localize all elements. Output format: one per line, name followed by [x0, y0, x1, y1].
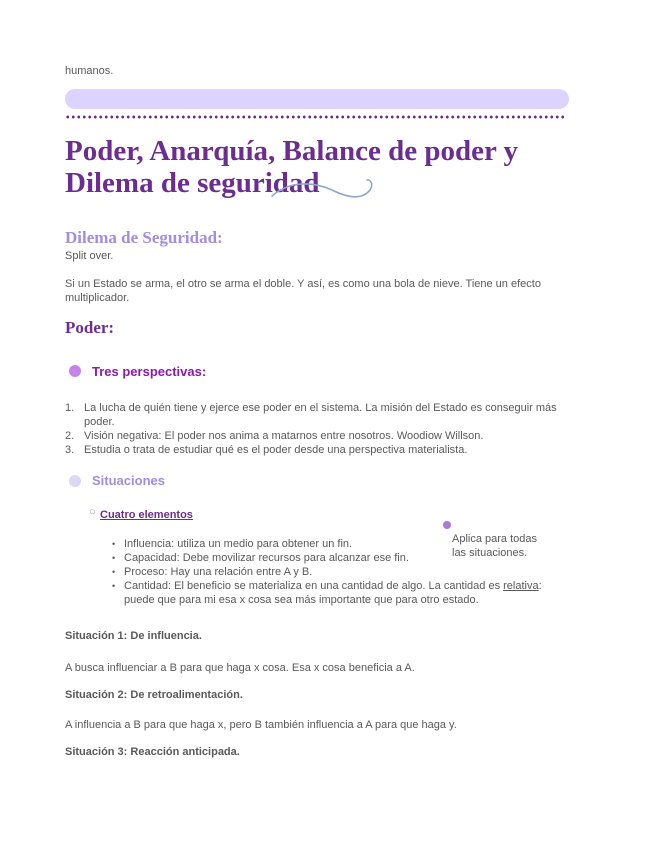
swirl-ornament-icon	[270, 174, 380, 206]
side-note: Aplica para todas las situaciones.	[452, 533, 537, 559]
poder-heading: Poder:	[65, 318, 115, 337]
situacion-2-title: Situación 2: De retroalimentación.	[65, 689, 243, 701]
cuatro-elementos-heading: Cuatro elementos	[100, 509, 193, 521]
situaciones-heading: Situaciones	[92, 473, 165, 488]
list-item: 1. La lucha de quién tiene y ejerce ese poder en el sistema. La misión del Estado es conseguir más poder.	[65, 402, 557, 428]
list-item: • Influencia: utiliza un medio para obtener un fin.	[112, 538, 353, 550]
dilema-paragraph: Si un Estado se arma, el otro se arma el doble. Y así, es como una bola de nieve. Tiene un efecto multiplicador.	[65, 278, 541, 304]
list-item: • Capacidad: Debe movilizar recursos para alcanzar ese fin.	[112, 552, 409, 564]
note-dot-icon	[443, 521, 451, 529]
list-item: 2. Visión negativa: El poder nos anima a matarnos entre nosotros. Woodiow Willson.	[65, 430, 484, 442]
decorative-banner	[65, 89, 569, 109]
list-item: 3. Estudia o trata de estudiar qué es el poder desde una perspectiva materialista.	[65, 444, 468, 456]
dilema-line: Split over.	[65, 250, 114, 262]
situaciones-bullet-icon	[69, 475, 81, 487]
list-item: • Cantidad: El beneficio se materializa en una cantidad de algo. La cantidad es relativa: puede que para mi esa x cosa sea más importante que para otro estado.	[112, 580, 542, 606]
relativa-link: relativa	[503, 580, 539, 592]
page-title: Poder, Anarquía, Balance de poder y Dilema de seguridad	[65, 135, 519, 199]
perspectivas-heading: Tres perspectivas:	[92, 364, 207, 379]
situacion-1-title: Situación 1: De influencia.	[65, 630, 202, 642]
perspectivas-list	[65, 401, 565, 457]
list-item: • Proceso: Hay una relación entre A y B.	[112, 566, 313, 578]
ring-bullet-icon: ○	[89, 506, 96, 518]
situacion-3-title: Situación 3: Reacción anticipada.	[65, 746, 240, 758]
dotted-divider	[65, 114, 565, 120]
situacion-1-text: A busca influenciar a B para que haga x cosa. Esa x cosa beneficia a A.	[65, 662, 415, 674]
situacion-2-text: A influencia a B para que haga x, pero B también influencia a A para que haga y.	[65, 719, 457, 731]
perspectivas-bullet-icon	[69, 365, 81, 377]
previous-page-text: humanos.	[65, 65, 114, 77]
elementos-list	[112, 537, 562, 607]
dilema-heading: Dilema de Seguridad:	[65, 228, 223, 247]
